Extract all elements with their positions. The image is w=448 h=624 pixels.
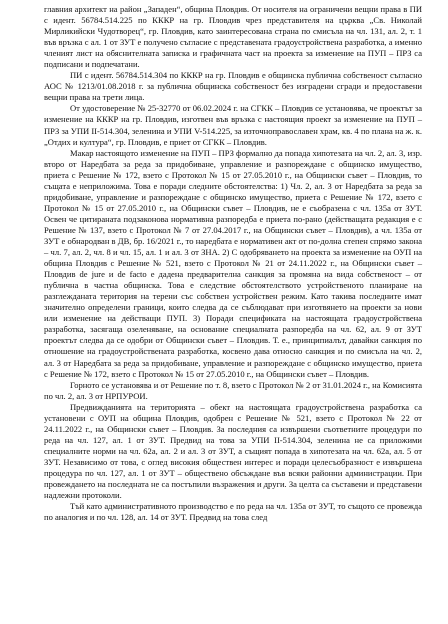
- paragraph-7: Тъй като административното производство е по реда на чл. 135а от ЗУТ, то същото се провежда по аналогия и по чл. 128, ал. 14 от ЗУТ. Предвид на това след: [44, 501, 422, 523]
- paragraph-5: Горното се установява и от Решение по т. 8, взето с Протокол № 2 от 31.01.2024 г., на Комисията по чл. 2, ал. 3 от НРПУРОИ.: [44, 379, 422, 401]
- paragraph-4: Макар настоящото изменение на ПУП – ПРЗ формално да попада хипотезата на чл. 2, ал. 3, изр. второ от Наредбата за реда за придобиване, управление и разпореждане с общинско имущество, приета с Решение № 172, взето с Протокол № 15 от 27.05.2010 г., на Общински съвет – Пловдив, то същата е неприложима. Това е поради следните обстоятелства: 1) Чл. 2, ал. 3 от Наредбата за реда за придобиване, управление и разпореждане с общинско имущество, приета с Решение № 172, взето с Протокол № 15 от 27.05.2010 г., на Общински съвет – Пловдив, не е съобразена с чл. 135а от ЗУТ. Освен че цитираната подзаконова нормативна разпоредба е приета по-рано (действащата редакция е с Решение № 137, взето с Протокол № 7 от 27.04.2017 г., на Общински съвет – Пловдив), а чл. 135а от ЗУТ е обнародван в ДВ, бр. 16/2021 г., то наредбата е нормативен акт от по-долна степен спрямо закона – чл. 7, ал. 2, чл. 8 и чл. 15, ал. 1 и ал. 3 от ЗНА. 2) С одобряването на проекта за изменение на ОУП на община Пловдив с Решение № 521, взето с Протокол № 21 от 24.11.2022 г., на Общински съвет – Пловдив de jure и de facto е дадена предварителна санкция за промяна на вида собственост – от публична в частна общинска. Това е следствие обстоятелството устройственото планиране на разглежданата територия на терени със собствен устройствен режим. Като такива последните имат значително определени граници, които следва да се съблюдават при изготвянето на проекти за нови или изменение на действащи ПУП. 3) Поради спецификата на настоящата градоустройствена разработка, засягаща озеленяване, на основание специалната разпоредба на чл. 62, ал. 9 от ЗУТ проектът следва да се одобри от Общински съвет – Пловдив. Т. е., принципиалът, давайки санкция по отношение на градоустройствената разработка, косвено дава относно санкция и по смисъла на чл. 2, ал. 3 от Наредбата за реда за придобиване, управление и разпореждане с общинско имущество, приета с Решение № 172, взето с Протокол № 15 от 27.05.2010 г., на Общински съвет – Пловдив.: [44, 147, 422, 379]
- paragraph-2: ПИ с идент. 56784.514.304 по КККР на гр. Пловдив е общинска публична собственост съгласно АОС № 1213/01.08.2018 г. за публична общинска собственост без изградени сгради и предоставени вещни права на трети лица.: [44, 70, 422, 103]
- paragraph-1: главния архитект на район „Западен“, община Пловдив. От носителя на ограничени вещни права в ПИ с идент. 56784.514.225 по КККР на гр. Пловдив чрез представителя на църква „Св. Николай Мирликийски Чудотворец“, гр. Пловдив, като заинтересована страна по смисъла на чл. 131, ал. 2, т. 1 във връзка с ал. 1 от ЗУТ е получено съгласие с представената градоустройствена разработка, а именно членият лист на обяснителната записка и графичната част на проекта за изменение на ПУП – ПРЗ са подписани и подпечатани.: [44, 4, 422, 70]
- paragraph-6: Предвижданията на територията – обект на настоящата градоустройствена разработка са установени с ОУП на община Пловдив, одобрен с Решение № 521, взето с Протокол № 22 от 24.11.2022 г., на Общински съвет – Пловдив. За последния са извършени съответните процедури по реда на чл. 127, ал. 1 от ЗУТ. Предвид на това за УПИ II-514.304, зеленина не са приложими специалните норми на чл. 62а, ал. 2 и ал. 3 от ЗУТ, а същият попада в хипотезата на чл. 62а, ал. 5 от ЗУТ. Независимо от това, с оглед високия обществен интерес и поради целесъобразност е извършена процедура по чл. 127, ал. 1 от ЗУТ – обществено обсъждане във всяки районни администрации. При провеждането на последната не са постъпили възражения и други. За целта са съставени и представени надлежни протоколи.: [44, 401, 422, 501]
- paragraph-3: От удостоверение № 25-32770 от 06.02.2024 г. на СГКК – Пловдив се установява, че проектът за изменение на КККР на гр. Пловдив, изготвен във връзка с настоящия проект за изменение на ПУП – ПРЗ за УПИ II-514.304, зеленина и УПИ V-514.225, за източноправославен храм, кв. 4 по плана на ж. к. „Отдих и култура“, гр. Пловдив, е приет от СГКК – Пловдив.: [44, 103, 422, 147]
